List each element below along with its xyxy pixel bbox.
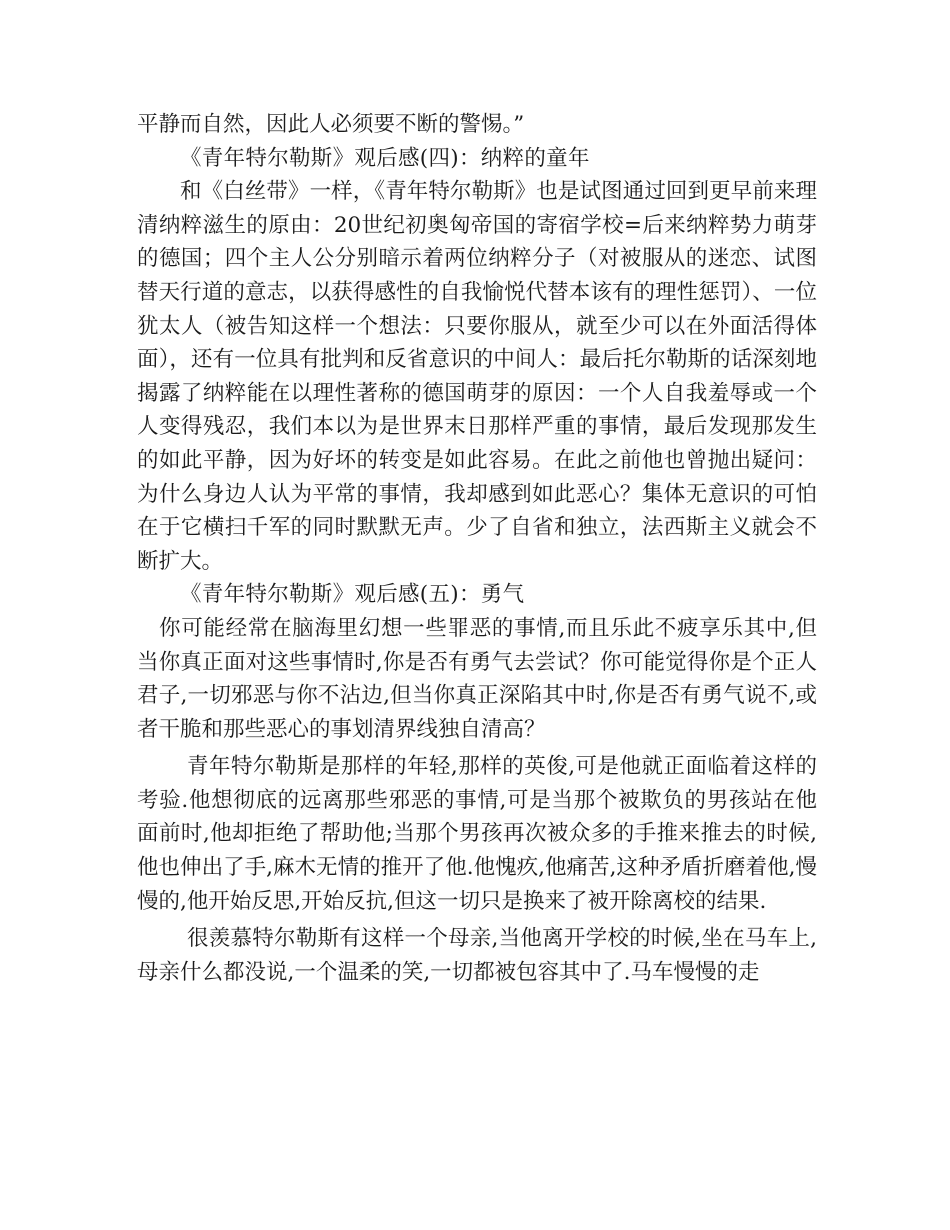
paragraph-nazi-childhood: 和《白丝带》一样，《青年特尔勒斯》也是试图通过回到更早前来理清纳粹滋生的原由：20世纪初奥匈帝国的寄宿学校=后来纳粹势力萌芽的德国；四个主人公分别暗示着两位纳粹分子（对被服从的迷恋、试图替天行道的意志，以获得感性的自我愉悦代替本该有的理性惩罚）、一位犹太人（被告知这样一个想法：只要你服从，就至少可以在外面活得体面），还有一位具有批判和反省意识的中间人：最后托尔勒斯的话深刻地揭露了纳粹能在以理性著称的德国萌芽的原因：一个人自我羞辱或一个人变得残忍，我们本以为是世界末日那样严重的事情，最后发现那发生的如此平静，因为好坏的转变是如此容易。在此之前他也曾抛出疑问：为什么身边人认为平常的事情，我却感到如此恶心？集体无意识的可怕在于它横扫千军的同时默默无声。少了自省和独立，法西斯主义就会不断扩大。 bbox=[137, 179, 817, 574]
section-heading-four: 《青年特尔勒斯》观后感(四)：纳粹的童年 bbox=[180, 145, 590, 171]
paragraph-courage-intro: 你可能经常在脑海里幻想一些罪恶的事情,而且乐此不疲享乐其中,但当你真正面对这些事情时,你是否有勇气去尝试？你可能觉得你是个正人君子,一切邪恶与你不沾边,但当你真正深陷其中时,你是否有勇气说不,或者干脆和那些恶心的事划清界线独自清高？ bbox=[137, 615, 817, 742]
section-heading-five: 《青年特尔勒斯》观后感(五)：勇气 bbox=[180, 582, 525, 608]
paragraph-continuation: 平静而自然，因此人必须要不断的警惕。” bbox=[137, 112, 525, 137]
paragraph-torless-test: 青年特尔勒斯是那样的年轻,那样的英俊,可是他就正面临着这样的考验.他想彻底的远离那些邪恶的事情,可是当那个被欺负的男孩站在他面前时,他却拒绝了帮助他;当那个男孩再次被众多的手推来推去的时候,他也伸出了手,麻木无情的推开了他.他愧疚,他痛苦,这种矛盾折磨着他,慢慢的,他开始反思,开始反抗,但这一切只是换来了被开除离校的结果. bbox=[137, 754, 817, 914]
paragraph-mother: 很羡慕特尔勒斯有这样一个母亲,当他离开学校的时候,坐在马车上,母亲什么都没说,一个温柔的笑,一切都被包容其中了.马车慢慢的走 bbox=[137, 926, 817, 985]
document-body bbox=[137, 108, 817, 989]
